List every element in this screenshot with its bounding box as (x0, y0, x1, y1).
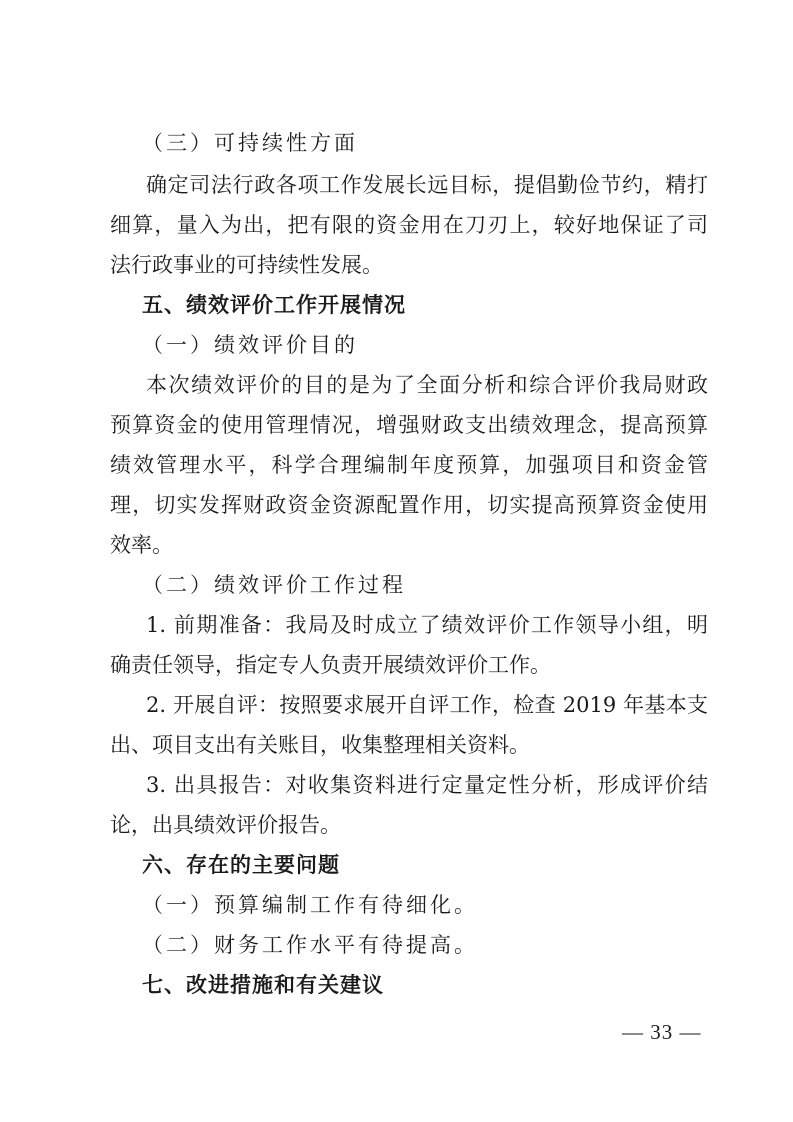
paragraph-line: 本次绩效评价的目的是为了全面分析和综合评价我局财政 (146, 373, 708, 397)
paragraph-line: 理，切实发挥财政资金资源配置作用，切实提高预算资金使用 (110, 493, 708, 517)
section-heading: 七、改进措施和有关建议 (142, 973, 384, 997)
paragraph-line: 绩效管理水平，科学合理编制年度预算，加强项目和资金管 (110, 453, 708, 477)
paragraph-line: 效率。 (110, 533, 173, 557)
paragraph-line: 确定司法行政各项工作发展长远目标，提倡勤俭节约，精打 (146, 173, 708, 197)
paragraph-line: 法行政事业的可持续性发展。 (110, 253, 383, 277)
page-number: — 33 — (622, 1020, 702, 1044)
subsection-heading: （三）可持续性方面 (142, 131, 358, 155)
subsection-heading: （二）财务工作水平有待提高。 (142, 933, 478, 957)
paragraph-line: 确责任领导，指定专人负责开展绩效评价工作。 (110, 653, 551, 677)
document-body (110, 121, 708, 1005)
paragraph-line: 预算资金的使用管理情况，增强财政支出绩效理念，提高预算 (110, 413, 708, 437)
subsection-heading: （一）绩效评价目的 (142, 333, 358, 357)
paragraph-line: 出、项目支出有关账目，收集整理相关资料。 (110, 733, 530, 757)
subsection-heading: （一）预算编制工作有待细化。 (142, 893, 478, 917)
section-heading: 五、绩效评价工作开展情况 (142, 293, 406, 317)
paragraph-line: 2. 开展自评：按照要求展开自评工作，检查 2019 年基本支 (146, 693, 708, 717)
paragraph-line: 论，出具绩效评价报告。 (110, 813, 341, 837)
paragraph-line: 1. 前期准备：我局及时成立了绩效评价工作领导小组，明 (146, 613, 708, 637)
paragraph-line: 细算，量入为出，把有限的资金用在刀刃上，较好地保证了司 (110, 213, 708, 237)
section-heading: 六、存在的主要问题 (142, 853, 340, 877)
subsection-heading: （二）绩效评价工作过程 (142, 573, 406, 597)
paragraph-line: 3. 出具报告：对收集资料进行定量定性分析，形成评价结 (146, 773, 708, 797)
